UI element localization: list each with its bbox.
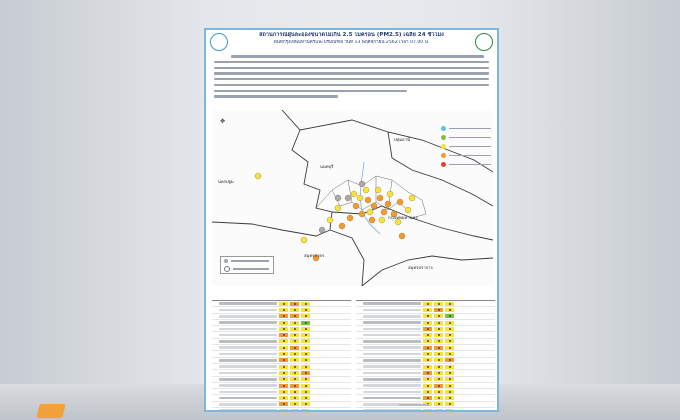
- aqi-cell: [434, 327, 443, 331]
- aqi-cell: [290, 365, 299, 369]
- station-marker: [409, 195, 415, 201]
- aqi-cell: [290, 390, 299, 394]
- aqi-cell: [445, 377, 454, 381]
- aqi-cell: [290, 333, 299, 337]
- aqi-cell: [434, 390, 443, 394]
- station-marker: [381, 209, 387, 215]
- aqi-cell: [290, 327, 299, 331]
- station-name-cell: [363, 340, 421, 343]
- station-marker: [399, 233, 405, 239]
- aqi-cell: [290, 358, 299, 362]
- station-name-cell: [219, 384, 277, 387]
- station-marker: [357, 195, 363, 201]
- station-name-cell: [219, 340, 277, 343]
- station-name-cell: [219, 346, 277, 349]
- aqi-cell: [279, 333, 288, 337]
- station-name-cell: [219, 397, 277, 400]
- aqi-cell: [279, 314, 288, 318]
- province-boundary-west: [282, 110, 364, 286]
- station-name-cell: [219, 378, 277, 381]
- station-marker: [375, 187, 381, 193]
- table-header-left: [212, 292, 351, 301]
- aqi-cell: [445, 390, 454, 394]
- aqi-cell: [434, 365, 443, 369]
- aqi-legend: [441, 124, 491, 169]
- aqi-cell: [434, 384, 443, 388]
- aqi-cell: [290, 308, 299, 312]
- aqi-cell: [445, 384, 454, 388]
- aqi-cell: [301, 396, 310, 400]
- station-marker: [385, 201, 391, 207]
- aqi-cell: [423, 308, 432, 312]
- station-marker: [377, 195, 383, 201]
- station-marker: [359, 211, 365, 217]
- aqi-cell: [434, 333, 443, 337]
- report-footer: [214, 403, 489, 407]
- aqi-cell: [301, 314, 310, 318]
- aqi-cell: [434, 371, 443, 375]
- report-subtitle: พื้นที่กรุงเทพมหานครและปริมณฑล วันที่ 13 พฤศจิกายน 2562 เวลา 07.00 น.: [273, 40, 430, 45]
- station-name-cell: [219, 359, 277, 362]
- aqi-cell: [423, 352, 432, 356]
- coast-line: [362, 256, 493, 286]
- station-name-cell: [363, 391, 421, 394]
- aqi-cell: [423, 333, 432, 337]
- station-name-cell: [363, 409, 421, 412]
- station-map: [212, 110, 493, 286]
- aqi-cell: [279, 396, 288, 400]
- station-name-cell: [363, 378, 421, 381]
- station-table-right: [356, 292, 495, 410]
- station-marker: [339, 223, 345, 229]
- aqi-cell: [434, 339, 443, 343]
- label-bangkok: กรุงเทพมหานคร: [388, 215, 418, 220]
- aqi-cell: [290, 352, 299, 356]
- station-marker: [387, 191, 393, 197]
- station-name-cell: [363, 302, 421, 305]
- table-row: [212, 408, 351, 412]
- station-marker: [345, 195, 351, 201]
- label-pathum-thani: ปทุมธานี: [394, 137, 410, 142]
- aqi-cell: [445, 333, 454, 337]
- station-name-cell: [363, 346, 421, 349]
- aqi-cell: [434, 358, 443, 362]
- legend-yellow: [441, 142, 491, 151]
- aqi-cell: [290, 396, 299, 400]
- station-name-cell: [219, 372, 277, 375]
- station-name-cell: [363, 315, 421, 318]
- station-name-cell: [363, 372, 421, 375]
- aqi-cell: [423, 377, 432, 381]
- station-name-cell: [219, 334, 277, 337]
- province-boundary-south: [332, 206, 493, 240]
- station-name-cell: [363, 353, 421, 356]
- station-marker: [369, 217, 375, 223]
- aqi-cell: [301, 308, 310, 312]
- station-marker: [379, 217, 385, 223]
- aqi-cell: [290, 371, 299, 375]
- aqi-cell: [445, 409, 454, 412]
- aqi-cell: [434, 302, 443, 306]
- aqi-cell: [290, 384, 299, 388]
- aqi-cell: [445, 346, 454, 350]
- aqi-cell: [301, 409, 310, 412]
- aqi-cell: [423, 409, 432, 412]
- station-marker: [347, 215, 353, 221]
- aqi-cell: [445, 365, 454, 369]
- station-marker: [397, 199, 403, 205]
- aqi-cell: [434, 396, 443, 400]
- aqi-cell: [445, 321, 454, 325]
- aqi-cell: [423, 302, 432, 306]
- aqi-cell: [301, 352, 310, 356]
- station-name-cell: [219, 353, 277, 356]
- station-name-cell: [363, 384, 421, 387]
- label-nonthaburi: นนทบุรี: [320, 164, 334, 169]
- aqi-cell: [423, 339, 432, 343]
- aqi-cell: [423, 346, 432, 350]
- aqi-cell: [434, 308, 443, 312]
- aqi-cell: [301, 302, 310, 306]
- aqi-cell: [279, 384, 288, 388]
- compass-icon: ✥: [220, 118, 226, 125]
- aqi-cell: [301, 346, 310, 350]
- aqi-cell: [279, 352, 288, 356]
- aqi-cell: [423, 396, 432, 400]
- aqi-cell: [290, 346, 299, 350]
- aqi-cell: [423, 371, 432, 375]
- legend-green: [441, 133, 491, 142]
- aqi-cell: [423, 321, 432, 325]
- station-marker: [255, 173, 261, 179]
- aqi-cell: [279, 390, 288, 394]
- station-name-cell: [219, 391, 277, 394]
- station-marker: [359, 181, 365, 187]
- station-name-cell: [219, 328, 277, 331]
- table-row: [356, 408, 495, 412]
- air-quality-report: [204, 28, 499, 412]
- aqi-cell: [423, 358, 432, 362]
- aqi-cell: [290, 339, 299, 343]
- aqi-cell: [434, 377, 443, 381]
- label-nakhon-pathom: นครปฐม: [218, 179, 234, 184]
- aqi-cell: [423, 327, 432, 331]
- report-title: สถานการณ์ฝุ่นละอองขนาดไม่เกิน 2.5 ไมครอน (PM2.5) เฉลี่ย 24 ชั่วโมง: [259, 32, 444, 38]
- station-type-legend: [220, 256, 274, 274]
- legend-blue: [441, 124, 491, 133]
- aqi-cell: [279, 308, 288, 312]
- station-name-cell: [219, 302, 277, 305]
- aqi-cell: [290, 321, 299, 325]
- legend-red: [441, 160, 491, 169]
- aqi-cell: [445, 327, 454, 331]
- aqi-cell: [290, 314, 299, 318]
- aqi-cell: [301, 358, 310, 362]
- station-tables: [212, 292, 495, 410]
- label-samut-prakan: สมุทรปราการ: [408, 265, 433, 270]
- aqi-cell: [301, 377, 310, 381]
- aqi-cell: [279, 377, 288, 381]
- aqi-cell: [423, 365, 432, 369]
- station-name-cell: [363, 365, 421, 368]
- aqi-cell: [445, 339, 454, 343]
- station-name-cell: [219, 309, 277, 312]
- aqi-cell: [434, 352, 443, 356]
- aqi-cell: [279, 321, 288, 325]
- aqi-cell: [290, 409, 299, 412]
- station-marker: [365, 197, 371, 203]
- aqi-cell: [301, 365, 310, 369]
- station-name-cell: [219, 409, 277, 412]
- table-header-right: [356, 292, 495, 301]
- aqi-cell: [423, 384, 432, 388]
- station-name-cell: [363, 334, 421, 337]
- aqi-cell: [445, 358, 454, 362]
- aqi-cell: [301, 384, 310, 388]
- station-name-cell: [219, 315, 277, 318]
- station-name-cell: [363, 397, 421, 400]
- station-marker: [335, 195, 341, 201]
- station-marker: [371, 203, 377, 209]
- aqi-cell: [279, 409, 288, 412]
- station-name-cell: [219, 365, 277, 368]
- aqi-cell: [279, 327, 288, 331]
- aqi-cell: [445, 308, 454, 312]
- station-marker: [335, 205, 341, 211]
- aqi-cell: [423, 314, 432, 318]
- pcd-logo-icon: [210, 33, 228, 51]
- aqi-cell: [301, 321, 310, 325]
- aqi-cell: [279, 302, 288, 306]
- aqi-cell: [445, 352, 454, 356]
- aqi-cell: [279, 339, 288, 343]
- station-name-cell: [363, 328, 421, 331]
- aqi-cell: [301, 371, 310, 375]
- station-marker: [353, 203, 359, 209]
- aqi-cell: [445, 371, 454, 375]
- aqi-cell: [434, 346, 443, 350]
- station-marker: [363, 187, 369, 193]
- station-marker: [351, 191, 357, 197]
- aqi-cell: [279, 346, 288, 350]
- aqi-cell: [434, 409, 443, 412]
- aqi-cell: [301, 327, 310, 331]
- station-name-cell: [363, 321, 421, 324]
- aqi-cell: [301, 390, 310, 394]
- aqi-cell: [279, 358, 288, 362]
- aqi-cell: [445, 396, 454, 400]
- ministry-logo-icon: [475, 33, 493, 51]
- station-name-cell: [219, 321, 277, 324]
- label-samut-sakhon: สมุทรสาคร: [304, 253, 325, 258]
- aqi-cell: [279, 371, 288, 375]
- aqi-cell: [301, 333, 310, 337]
- aqi-cell: [434, 321, 443, 325]
- aqi-cell: [445, 302, 454, 306]
- station-marker: [319, 227, 325, 233]
- legend-orange: [441, 151, 491, 160]
- station-name-cell: [363, 359, 421, 362]
- aqi-cell: [301, 339, 310, 343]
- aqi-cell: [434, 314, 443, 318]
- station-marker: [405, 207, 411, 213]
- province-boundary-southwest: [212, 222, 330, 236]
- summary-paragraph: [214, 52, 489, 108]
- station-table-left: [212, 292, 351, 410]
- station-marker: [301, 237, 307, 243]
- aqi-cell: [445, 314, 454, 318]
- aqi-cell: [279, 365, 288, 369]
- channel-badge: [36, 404, 65, 418]
- station-marker: [367, 209, 373, 215]
- aqi-cell: [423, 390, 432, 394]
- aqi-cell: [290, 377, 299, 381]
- aqi-cell: [290, 302, 299, 306]
- station-name-cell: [363, 309, 421, 312]
- station-marker: [327, 217, 333, 223]
